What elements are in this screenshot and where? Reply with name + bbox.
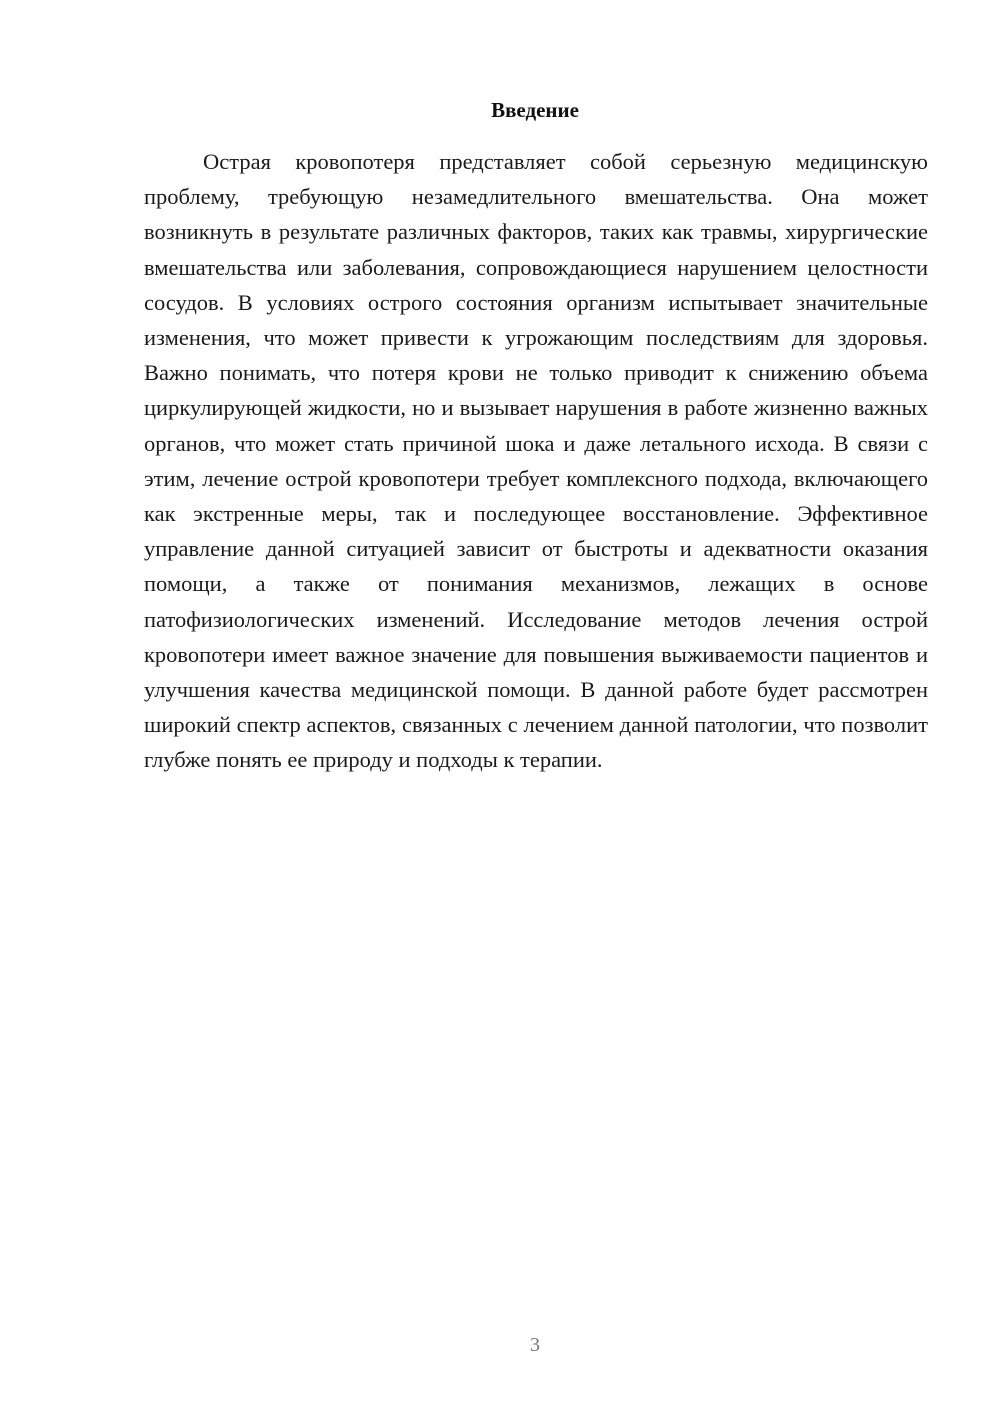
page-number: 3 xyxy=(530,1334,540,1356)
body-paragraph: Острая кровопотеря представляет собой серьезную медицинскую проблему, требующую незамедлительного вмешательства. Она может возникнуть в результате различных факторов, таких как травмы, хирургические вмешательства или заболевания, сопровождающиеся нарушением целостности сосудов. В условиях острого состояния организм испытывает значительные изменения, что может привести к угрожающим последствиям для здоровья. Важно понимать, что потеря крови не только приводит к снижению объема циркулирующей жидкости, но и вызывает нарушения в работе жизненно важных органов, что может стать причиной шока и даже летального исхода. В связи с этим, лечение острой кровопотери требует комплексного подхода, включающего как экстренные меры, так и последующее восстановление. Эффективное управление данной ситуацией зависит от быстроты и адекватности оказания помощи, а также от понимания механизмов, лежащих в основе патофизиологических изменений. Исследование методов лечения острой кровопотери имеет важное значение для повышения выживаемости пациентов и улучшения качества медицинской помощи. В данной работе будет рассмотрен широкий спектр аспектов, связанных с лечением данной патологии, что позволит глубже понять ее природу и подходы к терапии. xyxy=(144,149,928,773)
section-heading: Введение xyxy=(491,98,579,122)
